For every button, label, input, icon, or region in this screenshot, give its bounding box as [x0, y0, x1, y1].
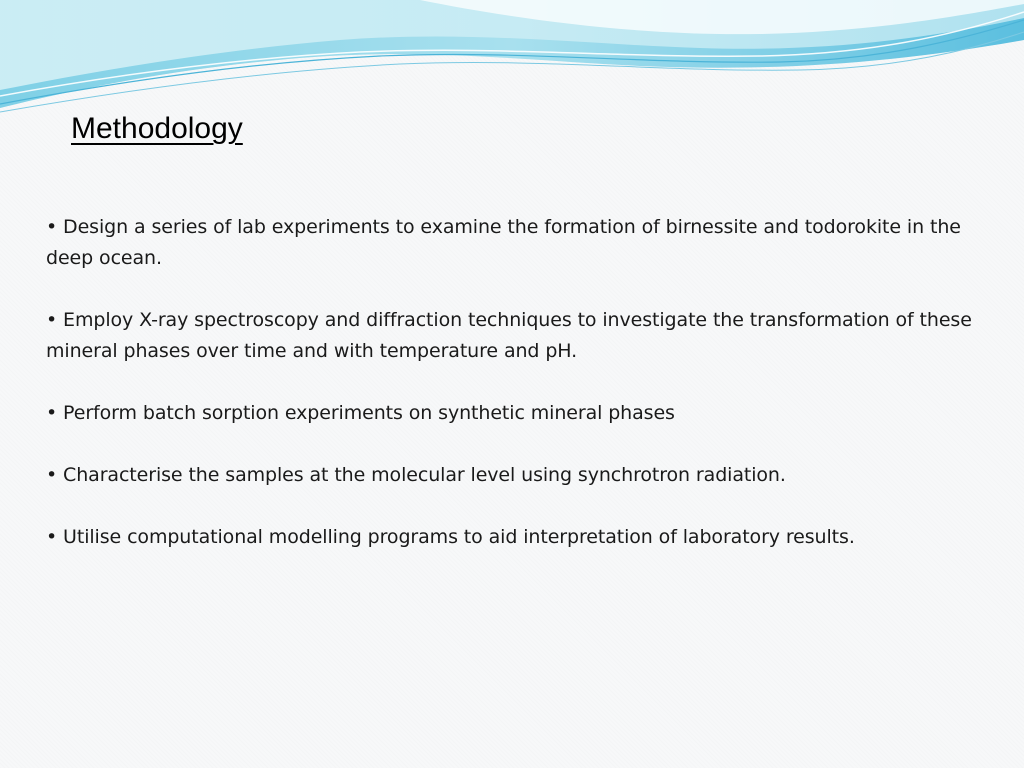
bullet-item: • Employ X-ray spectroscopy and diffraction techniques to investigate the transformation of these mineral phases over time and with temperature and pH.: [46, 309, 972, 362]
bullet-item: • Perform batch sorption experiments on synthetic mineral phases: [46, 402, 675, 424]
bullet-item: • Design a series of lab experiments to examine the formation of birnessite and todorokite in the deep ocean.: [46, 216, 961, 269]
wave-header-decoration: [0, 0, 1024, 120]
bullet-item: • Utilise computational modelling programs to aid interpretation of laboratory results.: [46, 526, 855, 548]
slide-title: Methodology: [71, 112, 243, 145]
bullet-item: • Characterise the samples at the molecular level using synchrotron radiation.: [46, 464, 786, 486]
bullet-list: [46, 212, 976, 584]
